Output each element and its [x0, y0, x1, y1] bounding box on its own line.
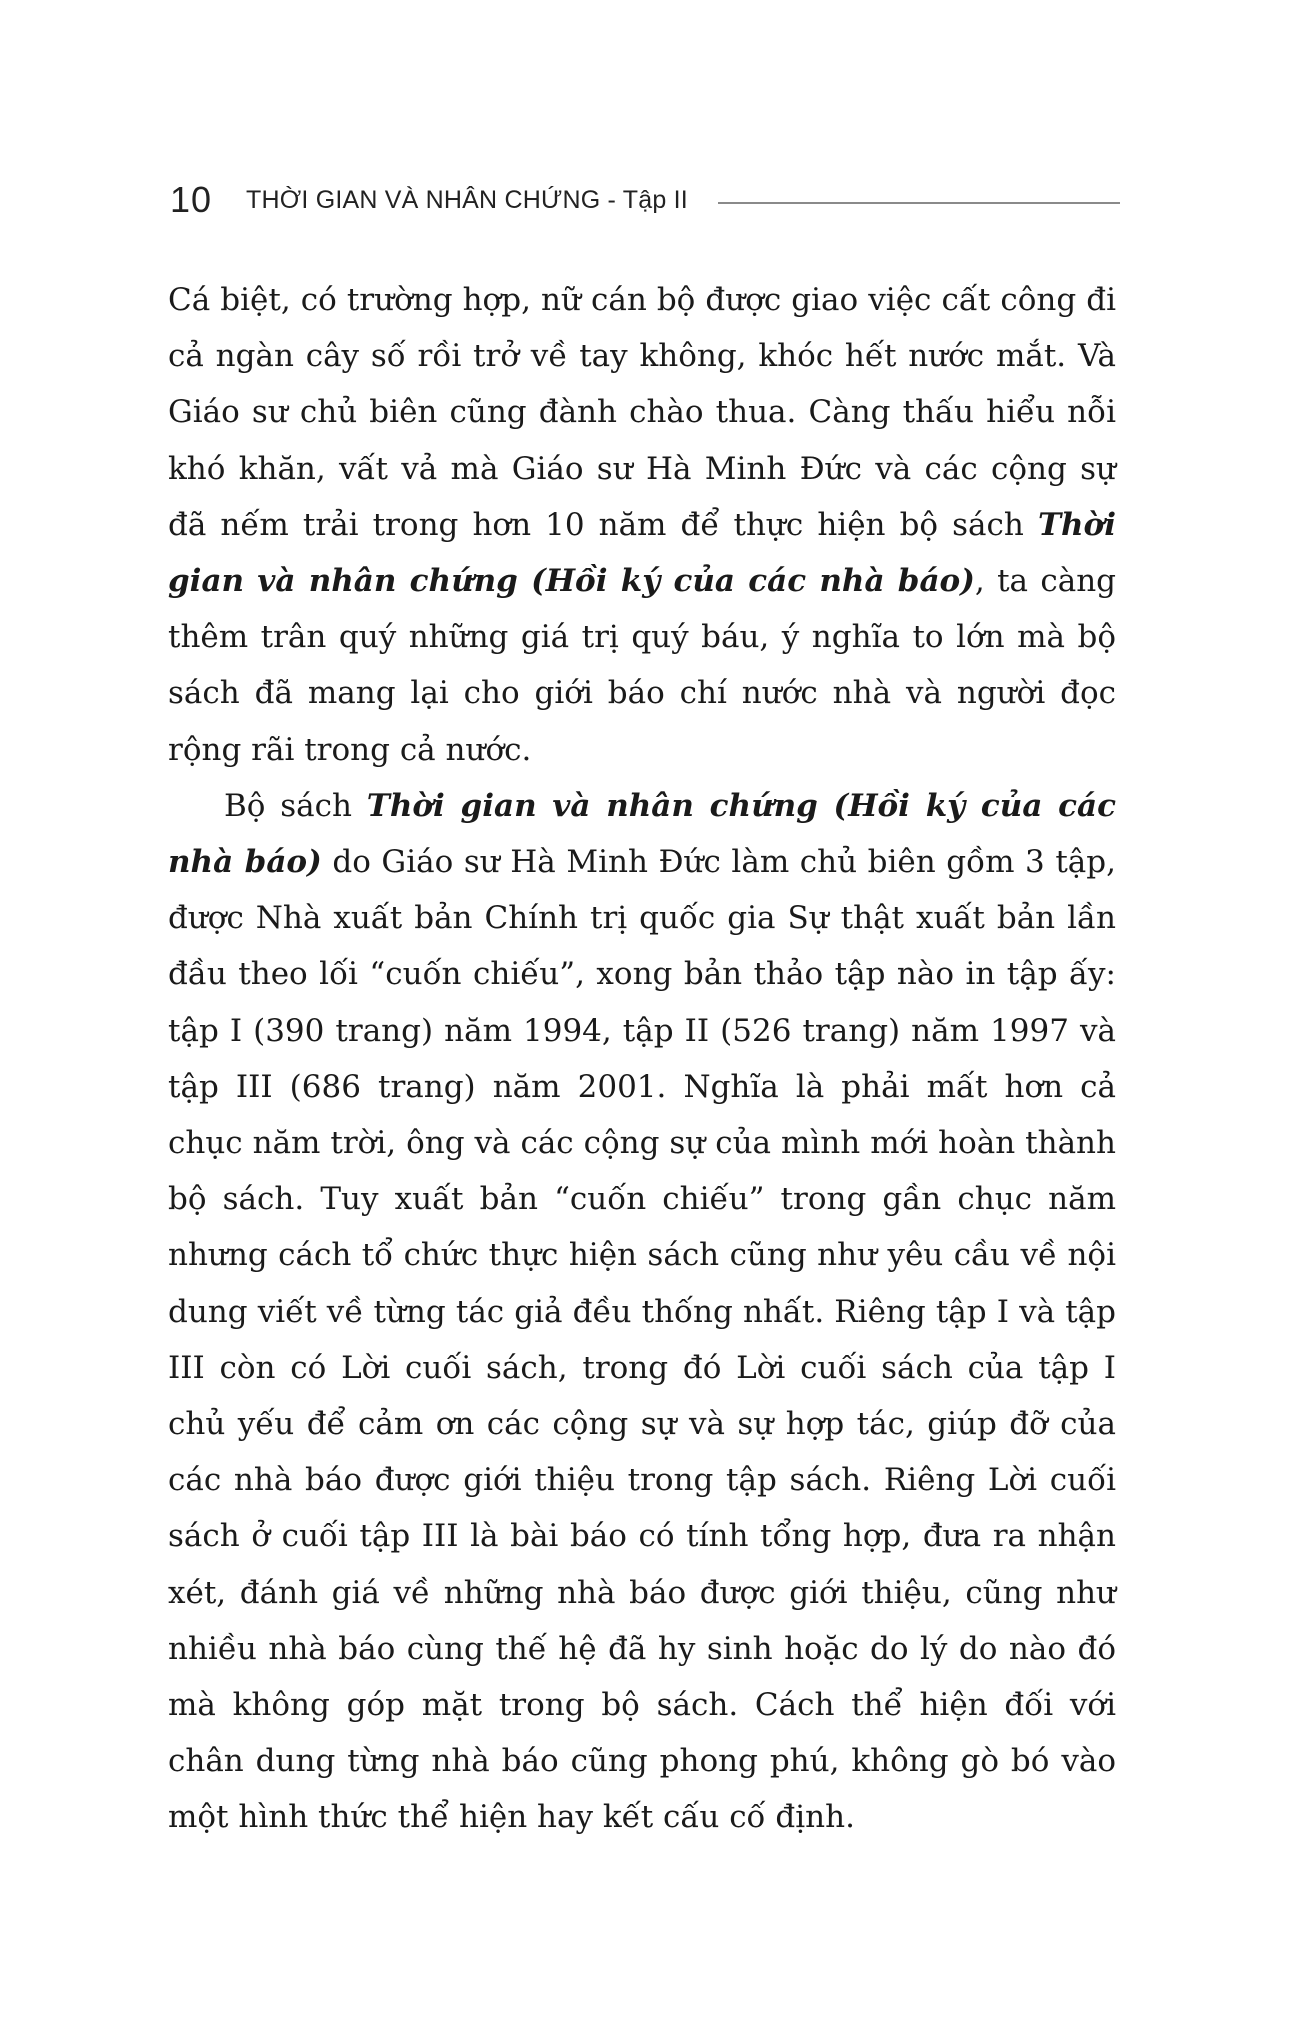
paragraph-1-text-a: Cá biệt, có trường hợp, nữ cán bộ được giao việc cất công đi cả ngàn cây số rồi trở về tay không, khóc hết nước mắt. Và Giáo sư chủ biên cũng đành chào thua. Càng thấu hiểu nỗi khó khăn, vất vả mà Giáo sư Hà Minh Đức và các cộng sự đã nếm trải trong hơn 10 năm để thực hiện bộ sách	[168, 282, 1116, 543]
book-title-emphasis: Thời gian và nhân chứng (Hồi ký của các nhà báo)	[168, 506, 1116, 600]
page-number: 10	[170, 179, 213, 220]
book-title-emphasis: Thời gian và nhân chứng (Hồi ký của các nhà báo)	[168, 787, 1117, 881]
paragraph-2-text-b: do Giáo sư Hà Minh Đức làm chủ biên gồm 3 tập, được Nhà xuất bản Chính trị quốc gia Sự thật xuất bản lần đầu theo lối “cuốn chiếu”, xong bản thảo tập nào in tập ấy: tập I (390 trang) năm 1994, tập II (526 trang) năm 1997 và tập III (686 trang) năm 2001. Nghĩa là phải mất hơn cả chục năm trời, ông và các cộng sự của mình mới hoàn thành bộ sách. Tuy xuất bản “cuốn chiếu” trong gần chục năm nhưng cách tổ chức thực hiện sách cũng như yêu cầu về nội dung viết về từng tác giả đều thống nhất. Riêng tập I và tập III còn có Lời cuối sách, trong đó Lời cuối sách của tập I chủ yếu để cảm ơn các cộng sự và sự hợp tác, giúp đỡ của các nhà báo được giới thiệu trong tập sách. Riêng Lời cuối sách ở cuối tập III là bài báo có tính tổng hợp, đưa ra nhận xét, đánh giá về những nhà báo được giới thiệu, cũng như nhiều nhà báo cùng thế hệ đã hy sinh hoặc do lý do nào đó mà không góp mặt trong bộ sách. Cách thể hiện đối với chân dung từng nhà báo cũng phong phú, không gò bó vào một hình thức thể hiện hay kết cấu cố định.	[168, 844, 1116, 1836]
paragraph-1-text-b: , ta càng thêm trân quý những giá trị quý báu, ý nghĩa to lớn mà bộ sách đã mang lại cho giới báo chí nước nhà và người đọc rộng rãi trong cả nước.	[168, 563, 1116, 768]
running-header	[170, 178, 1120, 222]
paragraph-1	[168, 272, 1116, 778]
body-text	[168, 272, 1116, 1846]
header-rule	[718, 202, 1120, 204]
running-title: THỜI GIAN VÀ NHÂN CHỨNG - Tập II	[246, 185, 688, 214]
paragraph-2-text-a: Bộ sách	[224, 787, 367, 824]
paragraph-2	[168, 778, 1116, 1846]
